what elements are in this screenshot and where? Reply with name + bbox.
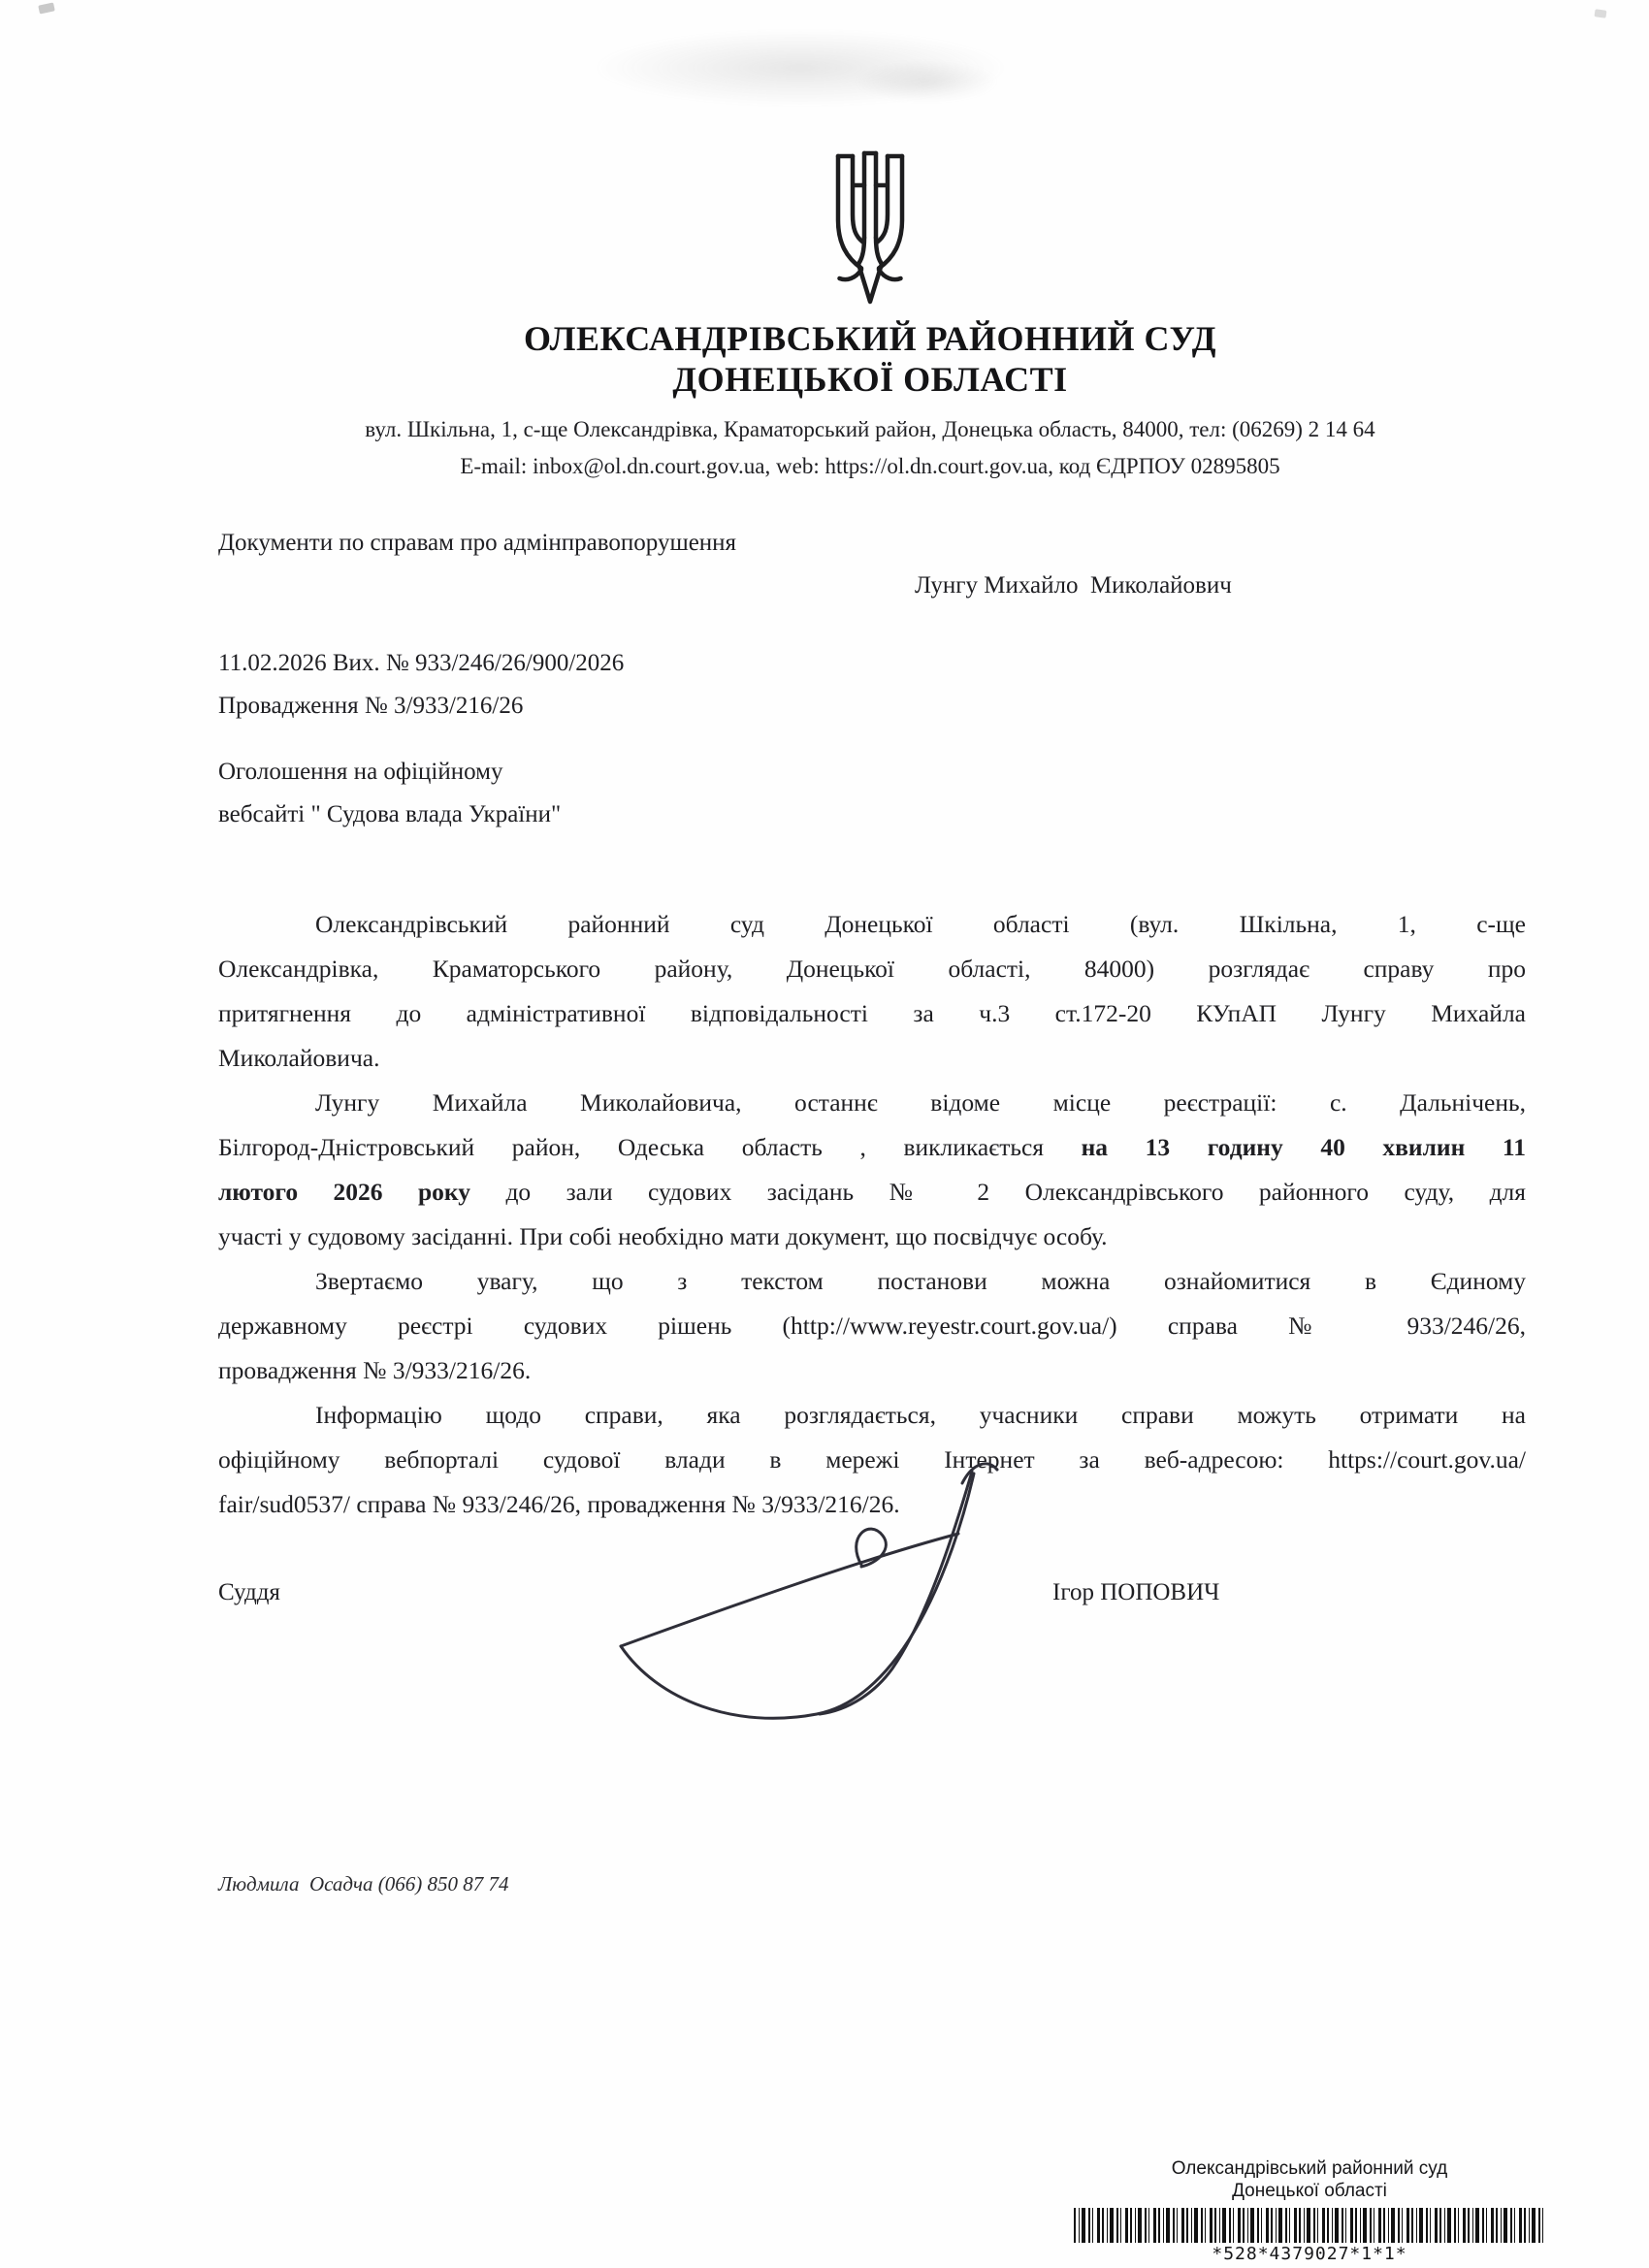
court-address-line: вул. Шкільна, 1, с-ще Олександрівка, Краматорський район, Донецька область, 84000, тел: (06269) 2 14 64 (365, 417, 1375, 441)
document-body (218, 902, 1526, 1527)
paragraph-2 (218, 1081, 1526, 1259)
body-line: притягнення до адміністративної відповідальності за ч.3 ст.172-20 КУпАП Лунгу Михайла (218, 999, 1526, 1027)
body-line: Звертаємо увагу, що з текстом постанови можна ознайомитися в Єдиному (315, 1267, 1526, 1295)
judge-name: Ігор ПОПОВИЧ (1052, 1579, 1220, 1605)
barcode-number: *528*4379027*1*1* (1212, 2244, 1407, 2264)
registration-stamp (1067, 2157, 1552, 2265)
body-text-run: Білгород-Дністровський район, Одеська область , викликається (218, 1133, 1082, 1161)
barcode (1074, 2208, 1545, 2243)
document-meta (218, 522, 1526, 836)
body-text-run: до зали судових засідань № 2 Олександрівського районного суду, для (470, 1178, 1526, 1206)
body-line: fair/sud0537/ справа № 933/246/26, провадження № 3/933/216/26. (218, 1490, 900, 1518)
judge-signature-icon (572, 1450, 1009, 1741)
body-line: офіційному вебпорталі судової влади в мережі Інтернет за веб-адресою: https://court.gov.ua/ (218, 1445, 1526, 1474)
judge-role-label: Суддя (218, 1579, 280, 1605)
announcement-line-2: вебсайті " Судова влада України" (218, 801, 562, 827)
paragraph-3 (218, 1259, 1526, 1393)
body-line: Лунгу Михайла Миколайовича, останнє відоме місце реєстрації: с. Дальнічень, (315, 1088, 1526, 1117)
body-line: провадження № 3/933/216/26. (218, 1356, 532, 1384)
body-line: участі у судовому засіданні. При собі необхідно мати документ, що посвідчує особу. (218, 1222, 1108, 1250)
scan-corner-mark (1595, 9, 1607, 18)
body-line: Миколайовича. (218, 1044, 380, 1072)
court-name-line-2: ДОНЕЦЬКОЇ ОБЛАСТІ (672, 360, 1068, 399)
letterhead (191, 147, 1549, 481)
body-line (218, 1170, 1526, 1215)
paragraph-1 (218, 902, 1526, 1081)
body-line: Інформацію щодо справи, яка розглядається, учасники справи можуть отримати на (315, 1401, 1526, 1429)
outgoing-number-line: 11.02.2026 Вих. № 933/246/26/900/2026 (218, 650, 625, 676)
body-line (218, 1125, 1526, 1170)
stamp-court-name-line-1: Олександрівський районний суд (1171, 2158, 1448, 2179)
scan-corner-mark (38, 2, 55, 14)
hearing-datetime-bold: на 13 годину 40 хвилин 11 (1081, 1133, 1526, 1161)
body-line: Олександрівський районний суд Донецької області (вул. Шкільна, 1, с-ще (315, 910, 1526, 938)
court-name-line-1: ОЛЕКСАНДРІВСЬКИЙ РАЙОННИЙ СУД (523, 319, 1217, 358)
body-line: Олександрівка, Краматорського району, Донецької області, 84000) розглядає справу про (218, 955, 1526, 983)
body-line: державному реєстрі судових рішень (http://www.reyestr.court.gov.ua/) справа № 933/246/26, (218, 1312, 1526, 1340)
subject-line: Документи по справам про адмінправопорушення (218, 530, 737, 556)
hearing-datetime-bold: лютого 2026 року (218, 1178, 470, 1206)
proceeding-number-line: Провадження № 3/933/216/26 (218, 693, 524, 719)
scan-smudge (854, 60, 999, 103)
clerk-contact-line: Людмила Осадча (066) 850 87 74 (218, 1872, 509, 1895)
stamp-court-name-line-2: Донецької області (1232, 2181, 1387, 2201)
announcement-line-1: Оголошення на офіційному (218, 759, 503, 785)
court-contact-line: E-mail: inbox@ol.dn.court.gov.ua, web: https://ol.dn.court.gov.ua, код ЄДРПОУ 02895805 (460, 454, 1280, 478)
addressee-name: Лунгу Михайло Миколайович (915, 572, 1232, 599)
ukraine-trident-emblem-icon (818, 147, 922, 310)
